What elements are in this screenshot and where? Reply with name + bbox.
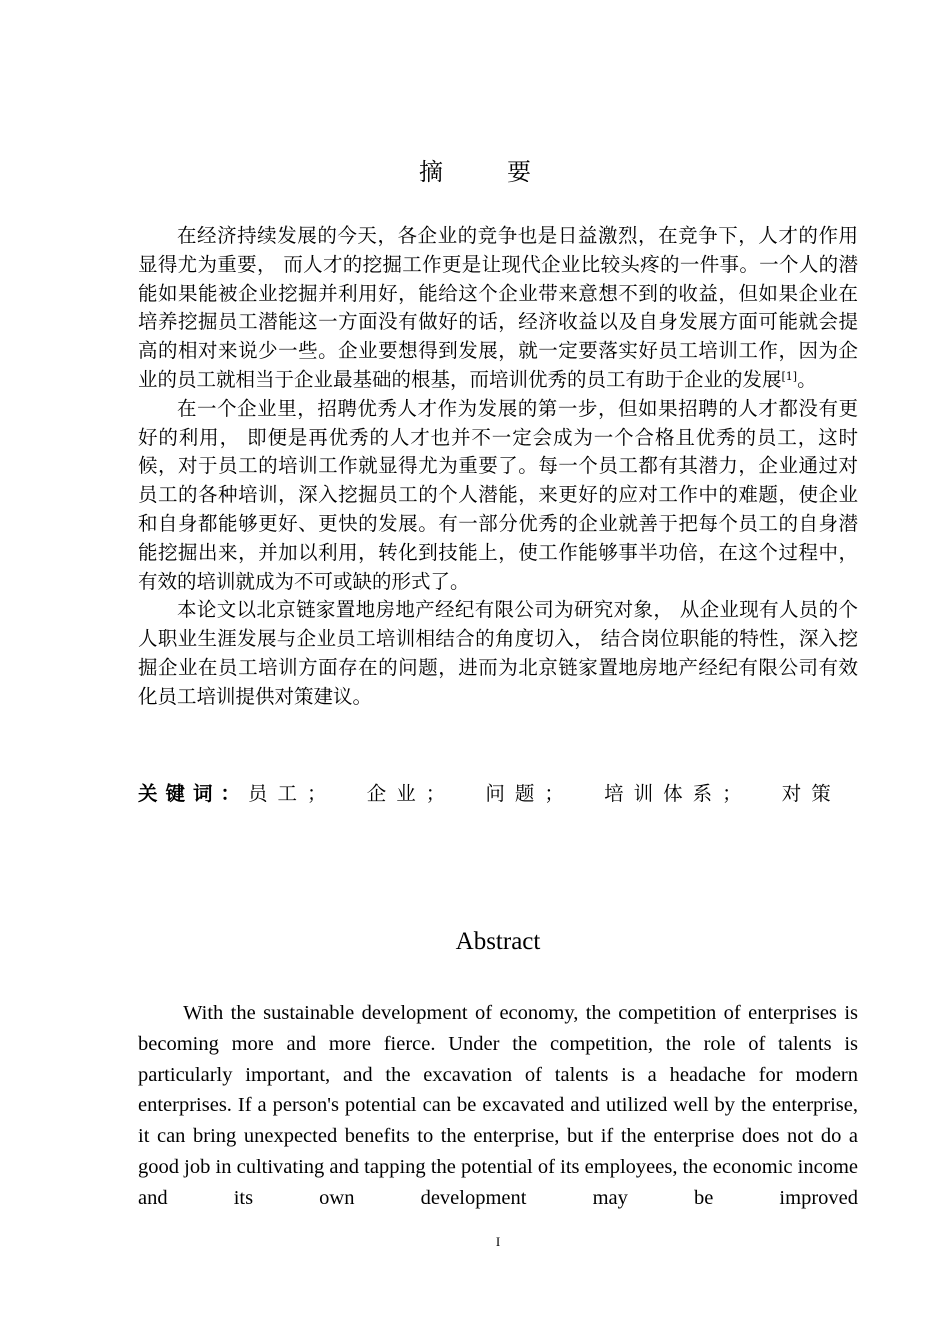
chinese-abstract-body xyxy=(138,222,858,712)
keywords-items: 员工； 企业； 问题； 培训体系； 对策 xyxy=(248,782,841,805)
chinese-paragraph-3: 本论文以北京链家置地房地产经纪有限公司为研究对象， 从企业现有人员的个人职业生涯发展与企业员工培训相结合的角度切入， 结合岗位职能的特性，深入挖掘企业在员工培训方面存在的问题，进而为北京链家置地房地产经纪有限公司有效化员工培训提供对策建议。 xyxy=(138,598,858,708)
english-paragraph-1: With the sustainable development of economy, the competition of enterprises is becoming more and more fierce. Under the competition, the role of talents is particularly important, and the excavation of talents is a headache for modern enterprises. If a person's potential can be excavated and utilized well by the enterprise, it can bring unexpected benefits to the enterprise, but if the enterprise does not do a good job in cultivating and tapping the potential of its employees, the economic income and its own development may be improved xyxy=(138,1002,858,1209)
chinese-abstract-title: 摘 要 xyxy=(419,158,551,186)
chinese-paragraph-1-text: 在经济持续发展的今天，各企业的竞争也是日益激烈，在竞争下，人才的作用显得尤为重要， 而人才的挖掘工作更是让现代企业比较头疼的一件事。一个人的潜能如果能被企业挖掘并利用好，能给这个企业带来意想不到的收益，但如果企业在培养挖掘员工潜能这一方面没有做好的话，经济收益以及自身发展方面可能就会提高的相对来说少一些。企业要想得到发展，就一定要落实好员工培训工作，因为企业的员工就相当于企业最基础的根基，而培训优秀的员工有助于企业的发展 xyxy=(138,224,858,391)
english-abstract-body xyxy=(138,998,858,1214)
keywords-line xyxy=(138,780,858,807)
chinese-paragraph-2: 在一个企业里，招聘优秀人才作为发展的第一步，但如果招聘的人才都没有更好的利用， 即便是再优秀的人才也并不一定会成为一个合格且优秀的员工，这时候，对于员工的培训工作就显得尤为重要了。每一个员工都有其潜力，企业通过对员工的各种培训，深入挖掘员工的个人潜能，来更好的应对工作中的难题，使企业和自身都能够更好、更快的发展。有一部分优秀的企业就善于把每个员工的自身潜能挖掘出来，并加以利用，转化到技能上，使工作能够事半功倍，在这个过程中，有效的培训就成为不可或缺的形式了。 xyxy=(138,396,858,593)
page-number: I xyxy=(495,1234,501,1249)
keywords-label: 关键词： xyxy=(138,782,249,805)
english-abstract-title: Abstract xyxy=(455,928,541,955)
chinese-paragraph-1-ending: 。 xyxy=(797,367,817,391)
chinese-paragraph-1 xyxy=(138,222,858,395)
citation-marker[interactable]: [1] xyxy=(781,369,798,383)
